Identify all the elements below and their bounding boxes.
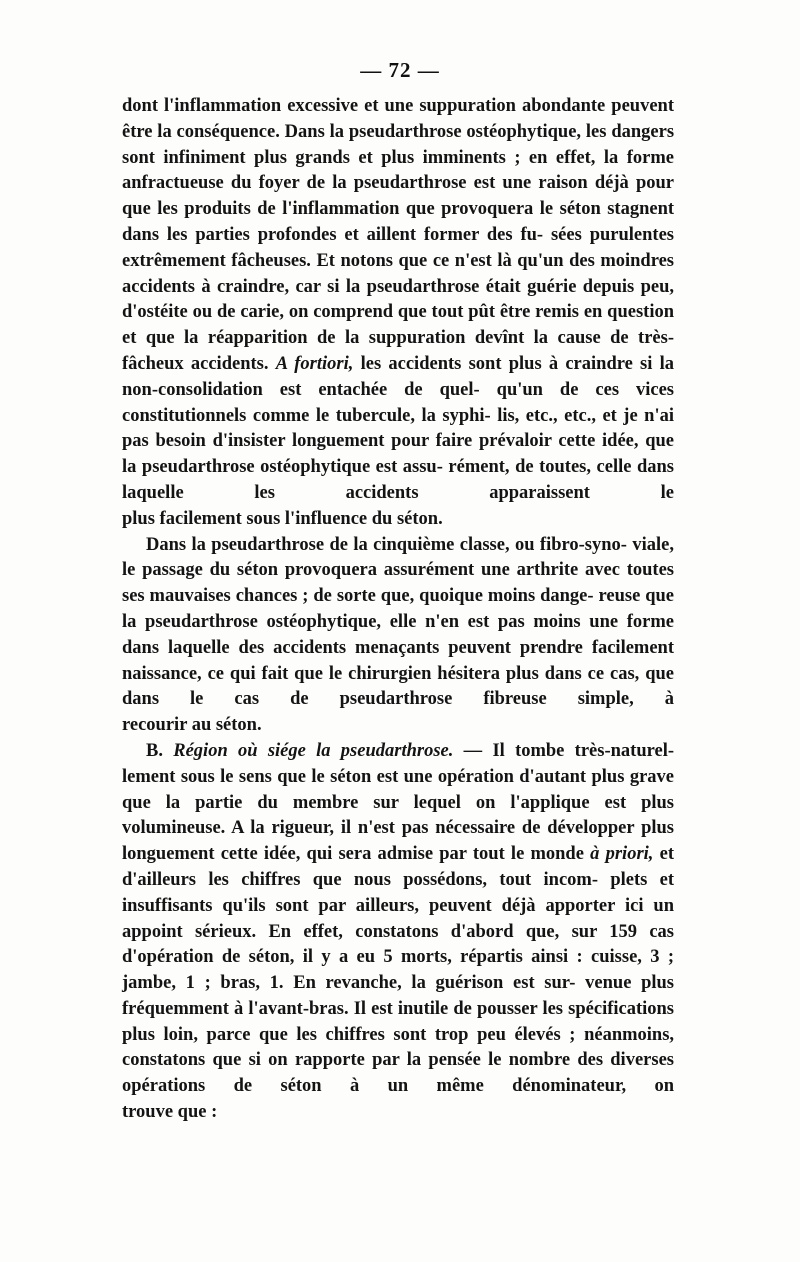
text-line: devînt la cause de très-fâcheux accidents. [122, 328, 674, 374]
text-line: facilement naissance, ce qui fait que le chirurgien hésitera plus [122, 637, 674, 684]
paragraph-3-end [122, 1100, 674, 1126]
text-line: sées purulentes extrêmement fâcheuses. Et notons que ce n'est là [122, 224, 674, 271]
text-line: prévaloir cette idée, que la pseudarthrose ostéophytique est assu- [122, 431, 675, 478]
text-line: dangers sont infiniment plus grands et plus imminents ; en effet, [122, 121, 675, 168]
text-line: recourir au séton. [122, 715, 262, 736]
text-line: qu'un de ces vices constitutionnels comme le tubercule, la syphi- [122, 379, 674, 426]
text-line: rément, de toutes, celle dans laquelle les accidents apparaissent le [122, 457, 674, 503]
text-line: dans ce cas, que dans le cas de pseudarthrose fibreuse simple, à [122, 663, 675, 710]
text-line: cuisse, 3 ; jambe, 1 ; bras, 1. En revanche, la guérison est sur- [122, 947, 674, 994]
text-line: volumineuse. A la rigueur, il n'est pas nécessaire de développer [122, 818, 635, 839]
body-text [122, 94, 674, 1126]
text-line: pût être remis en question et que la réapparition de la suppuration [122, 302, 674, 349]
italic-phrase: A fortiori, [275, 353, 354, 374]
text-line: être la conséquence. Dans la pseudarthrose ostéophytique, les [122, 121, 607, 142]
text-line: séton stagnent dans les parties profondes et aillent former des fu- [122, 199, 675, 245]
text-line: sont plus à craindre si la non-consolidation est entachée de quel- [122, 353, 675, 400]
text-line: spécifications plus loin, parce que les chiffres sont trop peu élevés ; [122, 998, 675, 1045]
page-number: — 72 — [360, 58, 440, 82]
italic-phrase: à priori, [590, 844, 654, 865]
text-line: toutes ses mauvaises chances ; de sorte que, quoique moins dange- [122, 560, 674, 607]
text-line: dont l'inflammation excessive et une suppuration abondante peuvent [122, 96, 674, 116]
paragraph-1 [122, 94, 674, 507]
text-line: la forme anfractueuse du foyer de la pseudarthrose est une raison [122, 147, 675, 194]
text-line: Dans la pseudarthrose de la cinquième classe, ou fibro-syno- [146, 534, 627, 555]
text-line: déjà pour que les produits de l'inflammation que provoquera le [122, 173, 675, 220]
text-line: lis, etc., etc., et je n'ai pas besoin d'insister longuement pour faire [122, 405, 674, 452]
paragraph-2-end [122, 713, 674, 739]
text-line: plus longuement cette idée, qui sera admise par tout le monde [122, 818, 675, 865]
text-line: viale, le passage du séton provoquera assurément une arthrite avec [122, 534, 675, 581]
section-title: Région où siége la pseudarthrose. [173, 740, 454, 761]
text-line: les accidents [353, 353, 462, 374]
text-line: trouve que : [122, 1102, 218, 1123]
paragraph-2 [122, 533, 674, 714]
text-line: ici un appoint sérieux. En effet, constatons d'abord que, sur [122, 895, 674, 942]
text-line: des diverses opérations de séton à un même dénominateur, on [122, 1050, 674, 1097]
text-line: était guérie depuis peu, d'ostéite ou de carie, on comprend que tout [122, 276, 675, 323]
paragraph-1-end [122, 507, 674, 533]
text-line: lement sous le sens que le séton est une opération d'autant plus [122, 766, 625, 787]
text-line: une forme dans laquelle des accidents menaçants peuvent prendre [122, 611, 674, 658]
text-line: qu'un des moindres accidents à craindre, car si la pseudarthrose [122, 250, 675, 297]
text-line: et d'ailleurs les chiffres que nous possédons, tout incom- [122, 844, 674, 890]
text-line: néanmoins, constatons que si on rapporte par la pensée le nombre [122, 1024, 675, 1071]
text-line: grave que la partie du membre sur lequel on l'applique est plus [122, 766, 675, 813]
text-line: 159 cas d'opération de séton, il y a eu 5 morts, répartis ainsi : [122, 921, 675, 968]
text-line: reuse que la pseudarthrose ostéophytique, elle n'en est pas moins [122, 586, 675, 632]
text-line: plets et insuffisants qu'ils sont par ailleurs, peuvent déjà apporter [122, 869, 675, 916]
text-line: — Il tombe très-naturel- [453, 740, 674, 761]
text-line: plus facilement sous l'influence du séton. [122, 508, 443, 529]
paragraph-3 [122, 739, 674, 1100]
section-letter: B. [146, 740, 174, 761]
text-line: venue plus fréquemment à l'avant-bras. Il est inutile de pousser les [122, 973, 675, 1019]
